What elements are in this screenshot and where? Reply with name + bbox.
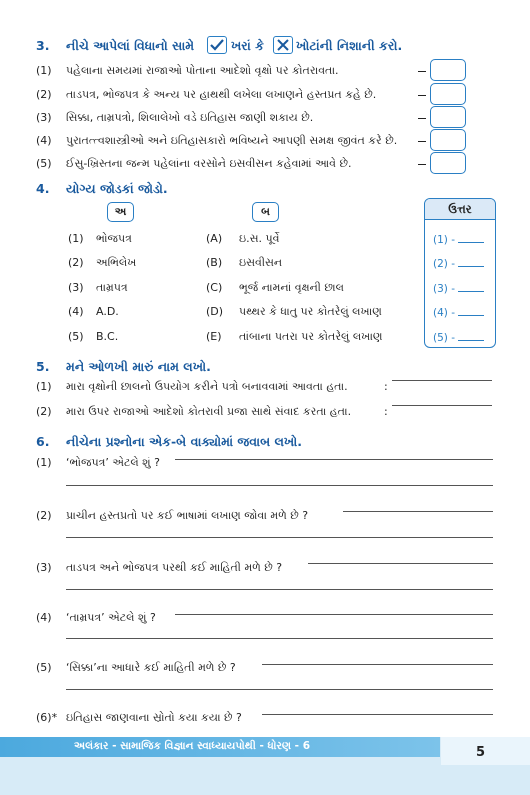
s6-q6-text: ઇતિહાસ જાણવાના સ્રોતો કયા કયા છે ? xyxy=(66,711,242,724)
answer-label-2: (2) - xyxy=(433,258,455,270)
s5-item2-answer-line[interactable] xyxy=(392,405,492,406)
s3-item2-dash xyxy=(418,95,426,96)
section3-title-part1: નીચે આપેલાં વિધાનો સામે xyxy=(66,38,195,53)
s6-q4-num: (4) xyxy=(36,611,52,624)
s6-q3-answer-line-1[interactable] xyxy=(308,563,493,564)
s6-q3-text: તાડપત્ર અને ભોજપત્ર પરથી કઈ માહિતી મળે છે ? xyxy=(66,561,283,574)
s5-item1-num: (1) xyxy=(36,380,52,393)
s3-item4-text: પુરાતત્ત્વશાસ્ત્રીઓ અને ઇતિહાસકારો ભવિષ્યને આપણી સમક્ષ જીવંત કરે છે. xyxy=(66,134,398,147)
s3-item5-text: ઈસુ-ખ્રિસ્તના જન્મ પહેલાંના વરસોને ઇસવીસન કહેવામાં આવે છે. xyxy=(66,157,352,170)
answer-line-2[interactable] xyxy=(458,257,484,267)
s6-q5-text: ‘સિક્કા’ના આધારે કઈ માહિતી મળે છે ? xyxy=(66,661,236,674)
check-mark-icon xyxy=(207,36,227,54)
match-a-num-4: (4) xyxy=(68,305,84,318)
s5-item1-colon: : xyxy=(384,380,388,393)
match-b-num-1: (A) xyxy=(206,232,223,245)
answer-slot-4[interactable] xyxy=(433,306,484,319)
s6-q5-num: (5) xyxy=(36,661,52,674)
answer-slot-5[interactable] xyxy=(433,331,484,344)
section3-title-part3: ખોટાંની નિશાની કરો. xyxy=(296,38,403,53)
s6-q1-text: ‘ભોજપત્ર’ એટલે શું ? xyxy=(66,456,160,469)
s3-item1-text: પહેલાના સમયમાં રાજાઓ પોતાના આદેશો વૃક્ષો પર કોતરાવતા. xyxy=(66,64,339,77)
s3-item2-text: તાડપત્ર, ભોજપત્ર કે અન્ય પર હાથથી લખેલા લખાણને હસ્તપ્રત કહે છે. xyxy=(66,88,377,101)
s6-q2-answer-line-1[interactable] xyxy=(343,511,493,512)
match-a-text-3: તામ્રપત્ર xyxy=(96,281,128,294)
answer-slot-2[interactable] xyxy=(433,257,484,270)
answer-label-5: (5) - xyxy=(433,332,455,344)
s6-q3-num: (3) xyxy=(36,561,52,574)
s6-q5-answer-line-2[interactable] xyxy=(66,689,493,690)
s3-item5-answer-box[interactable] xyxy=(430,152,466,174)
match-a-text-1: ભોજપત્ર xyxy=(96,232,132,245)
s3-item1-dash xyxy=(418,71,426,72)
s6-q1-answer-line-2[interactable] xyxy=(66,485,493,486)
s3-item3-answer-box[interactable] xyxy=(430,106,466,128)
match-a-num-5: (5) xyxy=(68,330,84,343)
s6-q2-answer-line-2[interactable] xyxy=(66,537,493,538)
match-b-text-4: પથ્થર કે ધાતુ પર કોતરેલું લખાણ xyxy=(239,305,382,318)
cross-mark-icon xyxy=(273,36,293,54)
s3-item1-answer-box[interactable] xyxy=(430,59,466,81)
s3-item4-dash xyxy=(418,141,426,142)
match-b-text-3: ભૂર્જ નામનાં વૃક્ષની છાલ xyxy=(239,281,344,294)
s5-item2-colon: : xyxy=(384,405,388,418)
answer-slot-3[interactable] xyxy=(433,282,484,295)
answer-line-3[interactable] xyxy=(458,282,484,292)
footer-title: અલંકાર - સામાજિક વિજ્ઞાન સ્વાધ્યાયપોથી - ધોરણ - 6 xyxy=(74,740,310,752)
section4-number: 4. xyxy=(36,181,50,196)
s3-item2-answer-box[interactable] xyxy=(430,83,466,105)
s6-q4-answer-line-2[interactable] xyxy=(66,638,493,639)
s6-q3-answer-line-2[interactable] xyxy=(66,589,493,590)
s3-item3-text: સિક્કા, તામ્રપત્રો, શિલાલેખો વડે ઇતિહાસ જાણી શકાય છે. xyxy=(66,111,314,124)
s6-q6-num: (6)* xyxy=(36,711,58,724)
answer-slot-1[interactable] xyxy=(433,233,484,246)
answer-label-1: (1) - xyxy=(433,234,455,246)
section5-title: મને ઓળખી મારું નામ લખો. xyxy=(66,359,211,374)
s3-item4-answer-box[interactable] xyxy=(430,129,466,151)
s3-item2-num: (2) xyxy=(36,88,52,101)
s3-item3-num: (3) xyxy=(36,111,52,124)
s6-q1-answer-line-1[interactable] xyxy=(175,459,493,460)
s5-item1-answer-line[interactable] xyxy=(392,380,492,381)
column-header-b: બ xyxy=(252,202,279,222)
match-b-num-5: (E) xyxy=(206,330,222,343)
match-a-text-2: અભિલેખ xyxy=(96,256,137,269)
match-b-text-1: ઇ.સ. પૂર્વે xyxy=(239,232,280,245)
answer-panel-header: ઉત્તર xyxy=(425,199,495,220)
section3-title-part2: ખરાં કે xyxy=(231,38,264,53)
s5-item2-text: મારા ઉપર રાજાઓ આદેશો કોતરાવી પ્રજા સાથે સંવાદ કરતા હતા. xyxy=(66,405,352,418)
s6-q4-text: ‘તામ્રપત્ર’ એટલે શું ? xyxy=(66,611,156,624)
match-b-text-5: તાંબાના પતરા પર કોતરેલું લખાણ xyxy=(239,330,383,343)
s5-item1-text: મારા વૃક્ષોની છાલનો ઉપયોગ કરીને પત્રો બનાવવામાં આવતા હતા. xyxy=(66,380,348,393)
answer-line-1[interactable] xyxy=(458,233,484,243)
section4-title: યોગ્ય જોડકાં જોડો. xyxy=(66,181,168,196)
s3-item4-num: (4) xyxy=(36,134,52,147)
match-b-num-4: (D) xyxy=(206,305,224,318)
answer-panel xyxy=(424,198,496,348)
s6-q4-answer-line-1[interactable] xyxy=(175,614,493,615)
s3-item5-num: (5) xyxy=(36,157,52,170)
answer-label-3: (3) - xyxy=(433,283,455,295)
s6-q1-num: (1) xyxy=(36,456,52,469)
s3-item3-dash xyxy=(418,118,426,119)
s6-q2-text: પ્રાચીન હસ્તપ્રતો પર કઈ ભાષામાં લખાણ જોવા મળે છે ? xyxy=(66,509,309,522)
match-a-num-1: (1) xyxy=(68,232,84,245)
section5-number: 5. xyxy=(36,359,50,374)
match-a-text-4: A.D. xyxy=(96,305,119,318)
s3-item5-dash xyxy=(418,164,426,165)
section6-number: 6. xyxy=(36,434,50,449)
page-number-box xyxy=(441,737,530,765)
match-a-num-2: (2) xyxy=(68,256,84,269)
s6-q6-answer-line-1[interactable] xyxy=(262,714,493,715)
match-a-text-5: B.C. xyxy=(96,330,119,343)
match-b-text-2: ઇસવીસન xyxy=(239,256,283,269)
match-b-num-3: (C) xyxy=(206,281,223,294)
s6-q2-num: (2) xyxy=(36,509,52,522)
column-header-a: અ xyxy=(107,202,134,222)
s6-q5-answer-line-1[interactable] xyxy=(262,664,493,665)
section3-number: 3. xyxy=(36,38,50,53)
match-b-num-2: (B) xyxy=(206,256,223,269)
answer-label-4: (4) - xyxy=(433,307,455,319)
page-number: 5 xyxy=(476,745,486,760)
section6-title: નીચેના પ્રશ્નોના એક-બે વાક્યોમાં જવાબ લખો. xyxy=(66,434,303,449)
answer-line-4[interactable] xyxy=(458,306,484,316)
match-a-num-3: (3) xyxy=(68,281,84,294)
s3-item1-num: (1) xyxy=(36,64,52,77)
answer-line-5[interactable] xyxy=(458,331,484,341)
s5-item2-num: (2) xyxy=(36,405,52,418)
